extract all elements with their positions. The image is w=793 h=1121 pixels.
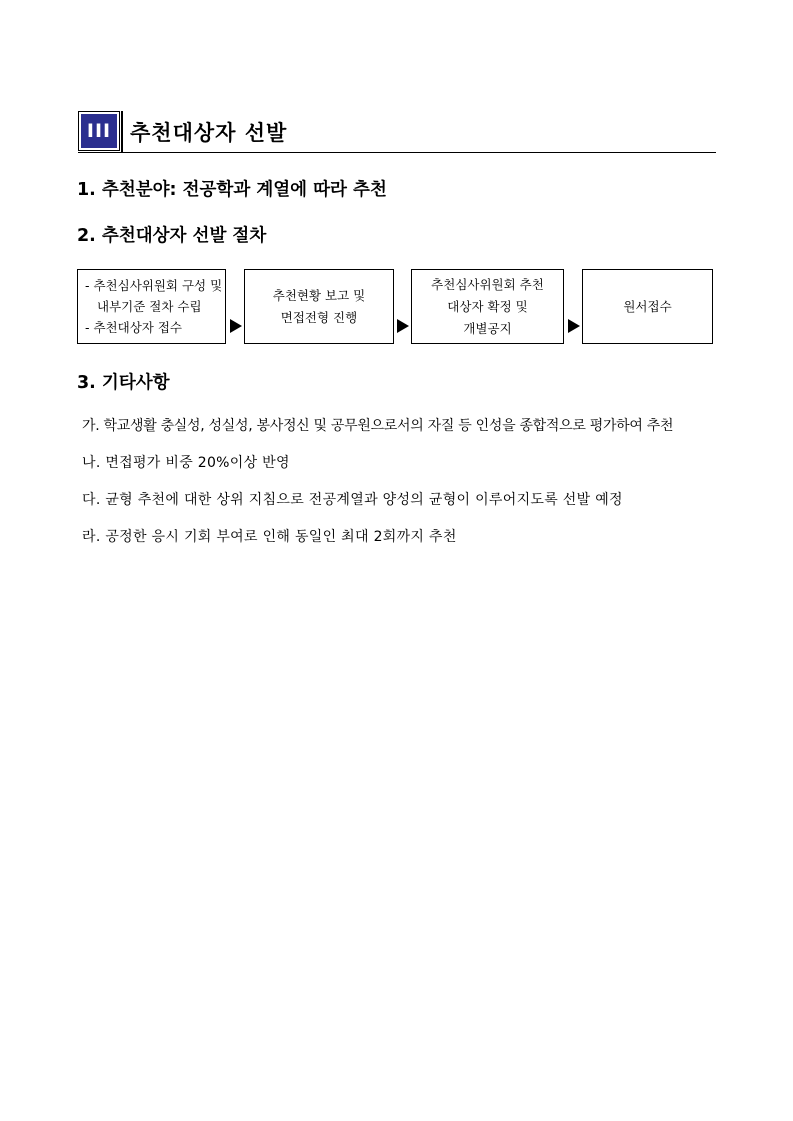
list-item: 라. 공정한 응시 기회 부여로 인해 동일인 최대 2회까지 추천	[82, 529, 457, 545]
section-number-badge: III	[78, 111, 120, 151]
flow-step-3	[411, 269, 564, 344]
flow-step-1-line-3: - 추천대상자 접수	[85, 320, 182, 335]
flow-step-4-line-1: 원서접수	[623, 298, 672, 314]
flow-step-3-line-2: 대상자 확정 및	[447, 298, 528, 314]
list-item: 가. 학교생활 충실성, 성실성, 봉사정신 및 공무원으로서의 자질 등 인성을 종합적으로 평가하여 추천	[82, 418, 674, 434]
flow-arrow-3	[568, 319, 580, 333]
heading-selection-procedure: 2. 추천대상자 선발 절차	[77, 226, 267, 246]
title-divider	[121, 111, 123, 152]
flow-arrow-2	[397, 319, 409, 333]
flow-step-4	[582, 269, 713, 344]
flow-step-3-line-1: 추천심사위원회 추천	[431, 276, 544, 292]
flow-step-3-line-3: 개별공지	[463, 320, 512, 336]
flow-step-1-line-1: - 추천심사위원회 구성 및	[85, 278, 223, 293]
flow-step-1-line-2: 내부기준 절차 수립	[97, 299, 202, 314]
flow-step-2	[244, 269, 394, 344]
list-item: 다. 균형 추천에 대한 상위 지침으로 전공계열과 양성의 균형이 이루어지도록 선발 예정	[82, 492, 623, 508]
list-item: 나. 면접평가 비중 20%이상 반영	[82, 455, 290, 471]
section-title-text: 추천대상자 선발	[130, 121, 288, 145]
flow-step-2-line-2: 면접전형 진행	[280, 309, 358, 325]
heading-recommendation-field: 1. 추천분야: 전공학과 계열에 따라 추천	[77, 180, 387, 200]
flow-step-2-line-1: 추천현황 보고 및	[272, 287, 366, 303]
section-title	[78, 111, 716, 153]
flow-arrow-1	[230, 319, 242, 333]
flow-step-1	[77, 269, 226, 344]
heading-other-matters: 3. 기타사항	[77, 373, 170, 393]
